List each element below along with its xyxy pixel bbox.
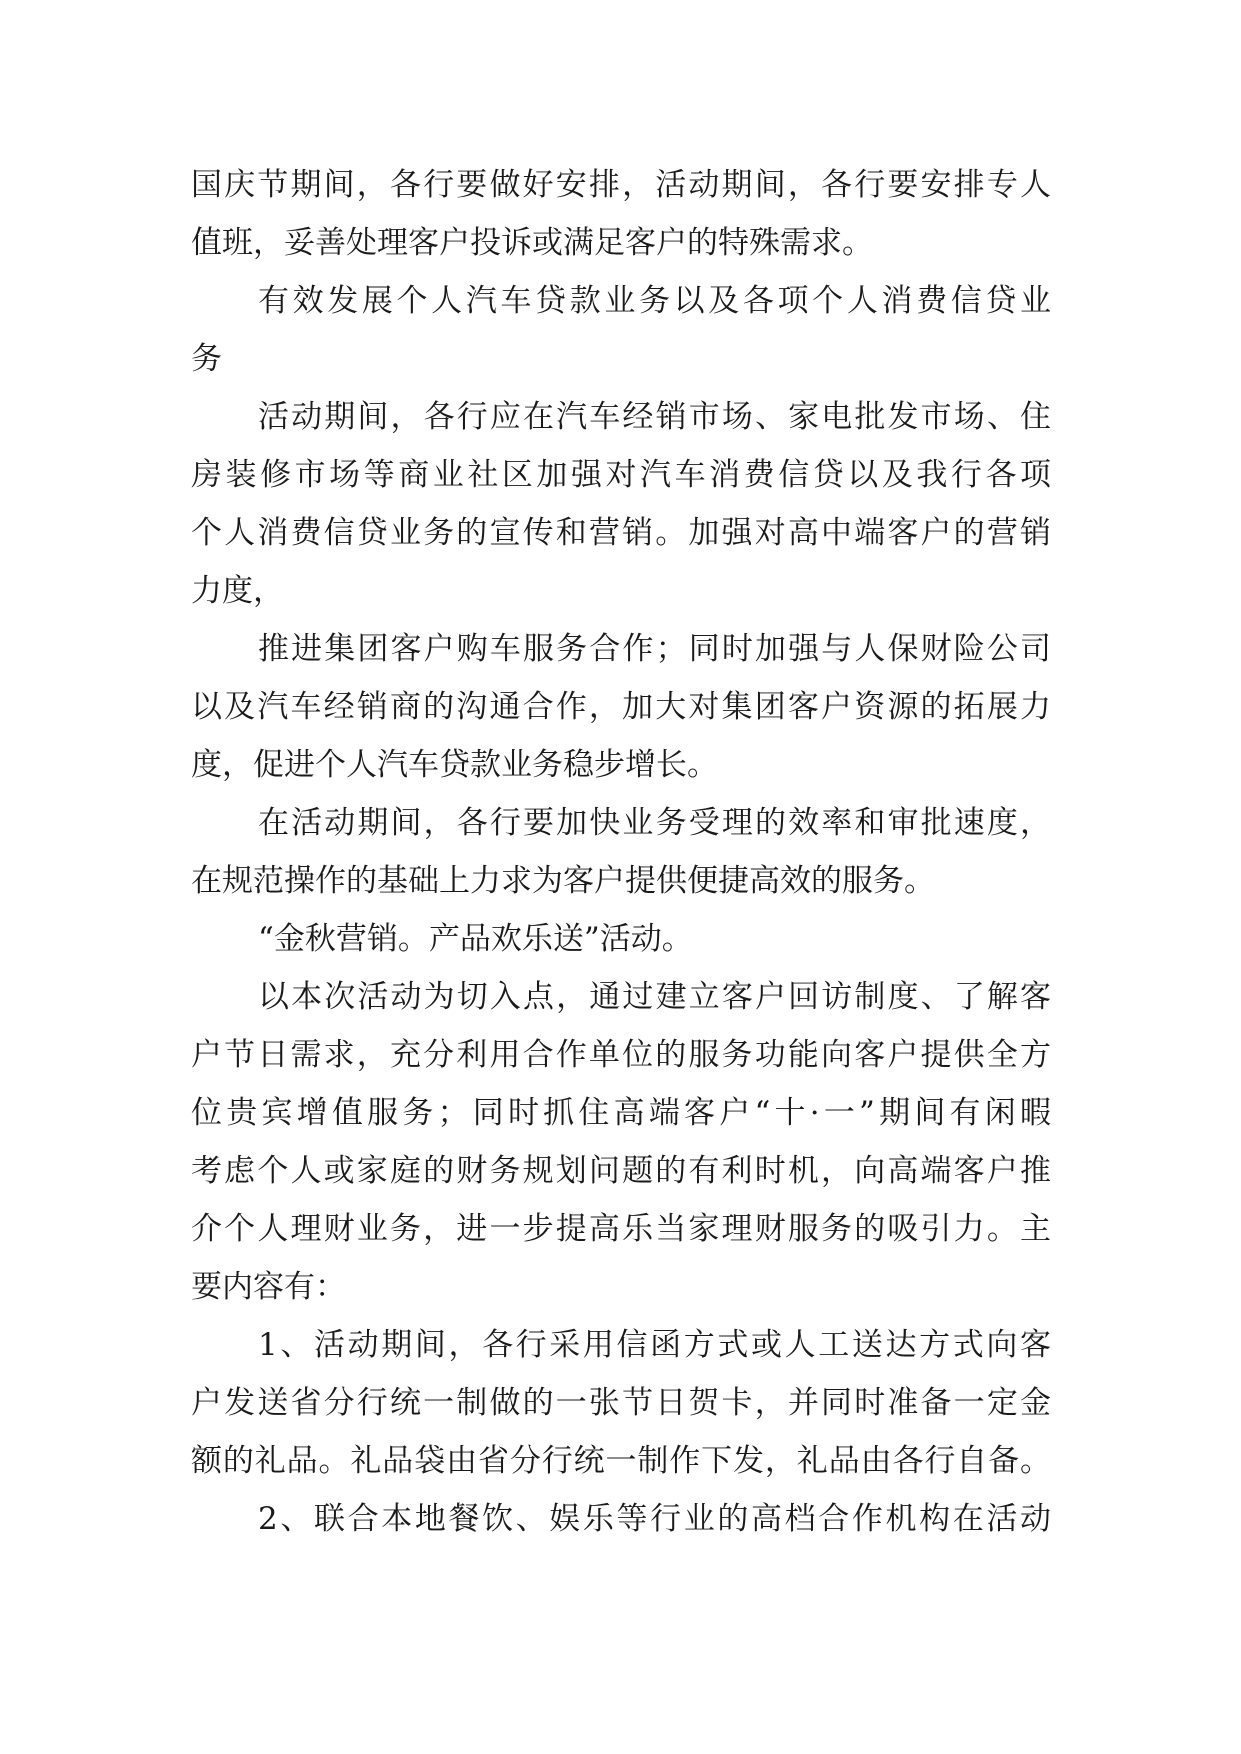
- paragraph-line: 介个人理财业务，进一步提高乐当家理财服务的吸引力。主: [191, 1211, 1051, 1247]
- section-heading: 有效发展个人汽车贷款业务以及各项个人消费信贷业: [258, 283, 1051, 319]
- paragraph-line: 力度，: [191, 573, 284, 609]
- list-item: 2、联合本地餐饮、娱乐等行业的高档合作机构在活动: [258, 1501, 1051, 1537]
- section-heading: “金秋营销。产品欢乐送”活动。: [258, 921, 693, 957]
- paragraph-line: 值班，妥善处理客户投诉或满足客户的特殊需求。: [191, 225, 873, 261]
- paragraph-line: 考虑个人或家庭的财务规划问题的有利时机，向高端客户推: [191, 1153, 1051, 1189]
- paragraph-line: 在活动期间，各行要加快业务受理的效率和审批速度，: [258, 805, 1051, 841]
- paragraph-line: 在规范操作的基础上力求为客户提供便捷高效的服务。: [191, 863, 935, 899]
- section-heading: 务: [191, 341, 222, 377]
- list-item: 额的礼品。礼品袋由省分行统一制作下发，礼品由各行自备。: [191, 1443, 1051, 1479]
- paragraph-line: 度，促进个人汽车贷款业务稳步增长。: [191, 747, 718, 783]
- paragraph-line: 推进集团客户购车服务合作；同时加强与人保财险公司: [258, 631, 1051, 667]
- paragraph-line: 活动期间，各行应在汽车经销市场、家电批发市场、住: [258, 399, 1051, 435]
- paragraph-line: 以本次活动为切入点，通过建立客户回访制度、了解客: [258, 979, 1051, 1015]
- list-item: 1、活动期间，各行采用信函方式或人工送达方式向客: [258, 1327, 1051, 1363]
- paragraph-line: 以及汽车经销商的沟通合作，加大对集团客户资源的拓展力: [191, 689, 1051, 725]
- paragraph-line: 要内容有：: [191, 1269, 346, 1305]
- paragraph-line: 国庆节期间，各行要做好安排，活动期间，各行要安排专人: [191, 167, 1051, 203]
- paragraph-line: 户节日需求，充分利用合作单位的服务功能向客户提供全方: [191, 1037, 1051, 1073]
- paragraph-line: 个人消费信贷业务的宣传和营销。加强对高中端客户的营销: [191, 515, 1051, 551]
- list-item: 户发送省分行统一制做的一张节日贺卡，并同时准备一定金: [191, 1385, 1051, 1421]
- paragraph-line: 房装修市场等商业社区加强对汽车消费信贷以及我行各项: [191, 457, 1051, 493]
- paragraph-line: 位贵宾增值服务；同时抓住高端客户“十·一”期间有闲暇: [191, 1095, 1051, 1131]
